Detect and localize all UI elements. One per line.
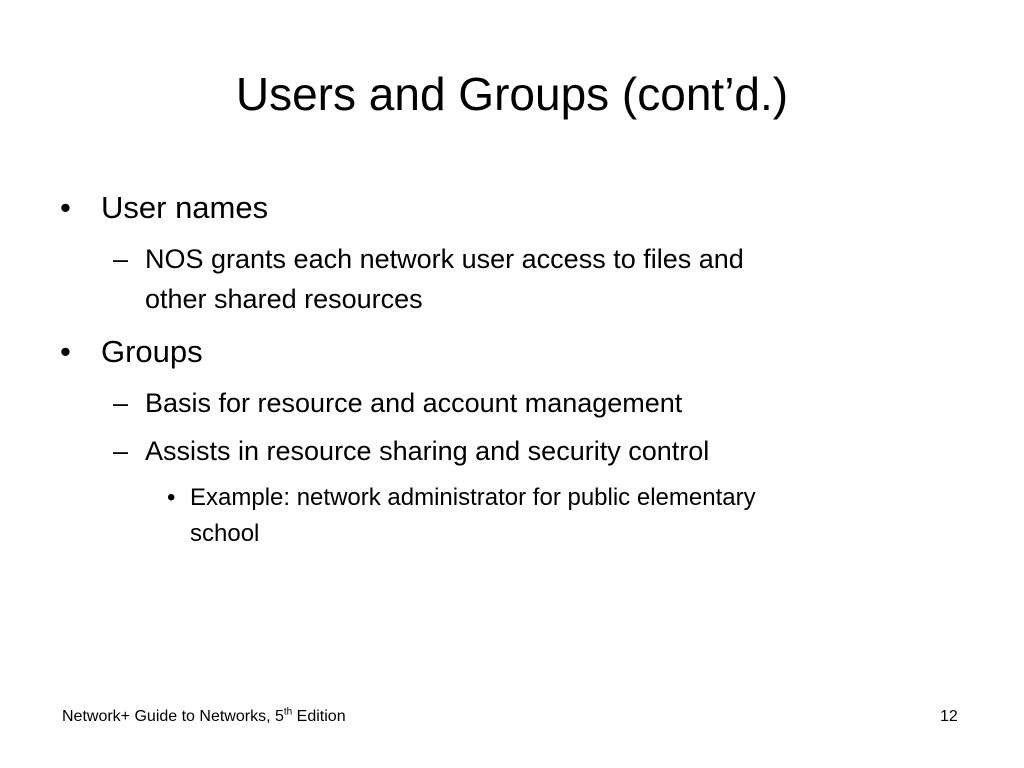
bullet-icon: • xyxy=(60,190,71,225)
sub-item-line: Basis for resource and account management xyxy=(145,388,683,418)
dash-icon: – xyxy=(113,244,129,274)
footer-book-title xyxy=(62,707,346,727)
footer-edition-word: Edition xyxy=(292,708,346,725)
sub-sub-item-line: school xyxy=(190,520,260,547)
dash-icon: – xyxy=(113,388,129,418)
bullet-icon: • xyxy=(60,334,71,369)
bullet-item-user-names: User names xyxy=(101,190,269,225)
dash-icon: – xyxy=(113,436,129,466)
bullet-icon: • xyxy=(167,484,176,511)
sub-item-line: NOS grants each network user access to files and xyxy=(145,244,744,274)
slide-title: Users and Groups (cont’d.) xyxy=(235,68,789,120)
sub-item-line: other shared resources xyxy=(145,284,423,314)
bullet-item-groups: Groups xyxy=(101,334,203,369)
footer-title-text: Network+ Guide to Networks, 5 xyxy=(62,708,284,725)
page-number: 12 xyxy=(940,708,958,725)
sub-item-line: Assists in resource sharing and security control xyxy=(145,436,710,466)
sub-sub-item-line: Example: network administrator for public elementary xyxy=(190,484,756,511)
footer-edition-suffix: th xyxy=(283,706,293,718)
